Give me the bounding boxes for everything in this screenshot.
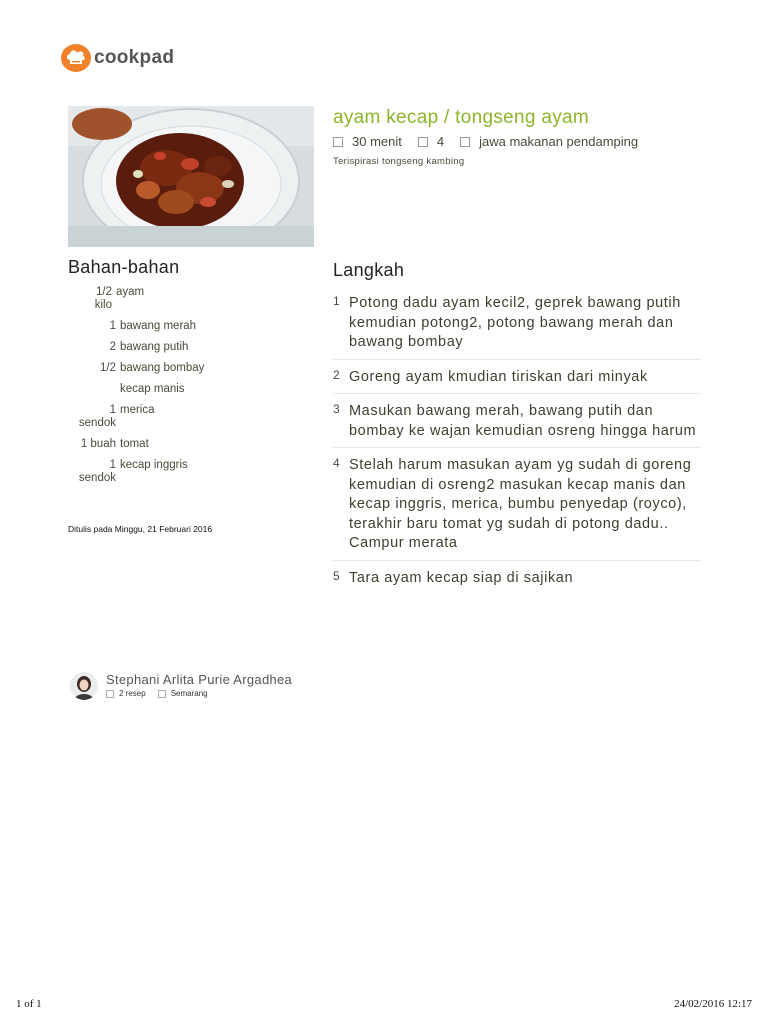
servings-value: 4: [436, 134, 445, 149]
ingredient-name: kecap inggris: [120, 459, 188, 471]
step-number: 1: [333, 294, 340, 308]
ingredient-quantity: 1/2: [100, 362, 116, 374]
servings: [418, 134, 444, 149]
step-item: [333, 567, 701, 595]
ingredients-list: [68, 286, 308, 485]
ingredient-quantity: 1: [109, 320, 116, 332]
step-number: 2: [333, 367, 340, 382]
author-city: [158, 689, 208, 698]
cook-time: [333, 134, 402, 149]
step-item: [333, 400, 701, 448]
people-icon: [418, 137, 428, 147]
cookpad-logo[interactable]: [61, 44, 174, 72]
location-icon: [460, 137, 470, 147]
print-datetime: 24/02/2016 12:17: [674, 998, 752, 1010]
ingredient-row: [68, 320, 308, 333]
ingredient-name: ayam: [116, 286, 145, 298]
ingredient-name: bawang bombay: [120, 362, 205, 374]
avatar[interactable]: [70, 672, 98, 700]
ingredient-quantity: 1 sendok: [78, 459, 116, 484]
ingredient-name: merica: [120, 404, 155, 416]
step-item: [333, 454, 701, 561]
region: [460, 134, 638, 149]
ingredient-row: [68, 383, 308, 396]
ingredients-heading: Bahan-bahan: [68, 257, 180, 277]
ingredient-name: bawang merah: [120, 320, 197, 332]
ingredient-row: [68, 404, 308, 430]
step-text: Tara ayam kecap siap di sajikan: [349, 569, 574, 586]
step-number: 3: [333, 402, 340, 416]
logo-text: cookpad: [94, 47, 175, 68]
ingredient-quantity: 1 buah: [80, 438, 116, 450]
recipe-title[interactable]: ayam kecap / tongseng ayam: [333, 107, 589, 128]
recipe-meta: [333, 134, 654, 149]
steps-list: [333, 292, 701, 594]
step-item: [333, 292, 701, 360]
recipe-description: Terispirasi tongseng kambing: [333, 156, 465, 167]
ingredient-quantity: 1/2 kilo: [94, 286, 112, 311]
ingredient-row: [68, 362, 308, 375]
step-item: [333, 366, 701, 395]
chef-hat-icon: [61, 44, 91, 72]
ingredient-quantity: 2: [109, 341, 116, 353]
steps-heading: Langkah: [333, 260, 405, 280]
step-number: 4: [333, 456, 340, 470]
region-value: jawa makanan pendamping: [479, 134, 639, 149]
print-footer: [16, 998, 752, 1012]
ingredient-name: tomat: [120, 438, 149, 450]
author-info: [106, 672, 292, 700]
author-city-value: Semarang: [170, 689, 208, 698]
published-date: Ditulis pada Minggu, 21 Februari 2016: [68, 524, 213, 534]
book-icon: [106, 690, 114, 698]
author-block: [70, 672, 292, 700]
ingredient-name: kecap manis: [120, 383, 185, 395]
author-recipes: [106, 689, 146, 698]
page-count: 1 of 1: [16, 998, 42, 1010]
ingredient-quantity: 1 sendok: [78, 404, 116, 429]
cook-time-value: 30 menit: [352, 134, 402, 149]
ingredient-name: bawang putih: [120, 341, 189, 353]
ingredient-row: [68, 341, 308, 354]
author-meta: [106, 689, 292, 698]
clock-icon: [333, 137, 343, 147]
ingredient-row: [68, 286, 308, 312]
step-text: Stelah harum masukan ayam yg sudah di goreng kemudian di osreng2 masukan kecap manis dan kecap inggris, merica, bumbu penyedap (royco), terakhir baru tomat yg sudah di potong dadu.. Campur merata: [349, 457, 692, 551]
step-text: Goreng ayam kmudian tiriskan dari minyak: [349, 368, 648, 385]
author-recipes-value: 2 resep: [119, 689, 146, 698]
ingredient-row: [68, 438, 308, 451]
author-name[interactable]: Stephani Arlita Purie Argadhea: [106, 672, 293, 687]
ingredient-row: [68, 459, 308, 485]
step-text: Potong dadu ayam kecil2, geprek bawang putih kemudian potong2, potong bawang merah dan bawang bombay: [349, 295, 681, 350]
step-text: Masukan bawang merah, bawang putih dan bombay ke wajan kemudian osreng hingga harum: [349, 403, 697, 439]
step-number: 5: [333, 568, 340, 583]
recipe-photo: [68, 106, 314, 247]
location-icon: [158, 690, 166, 698]
